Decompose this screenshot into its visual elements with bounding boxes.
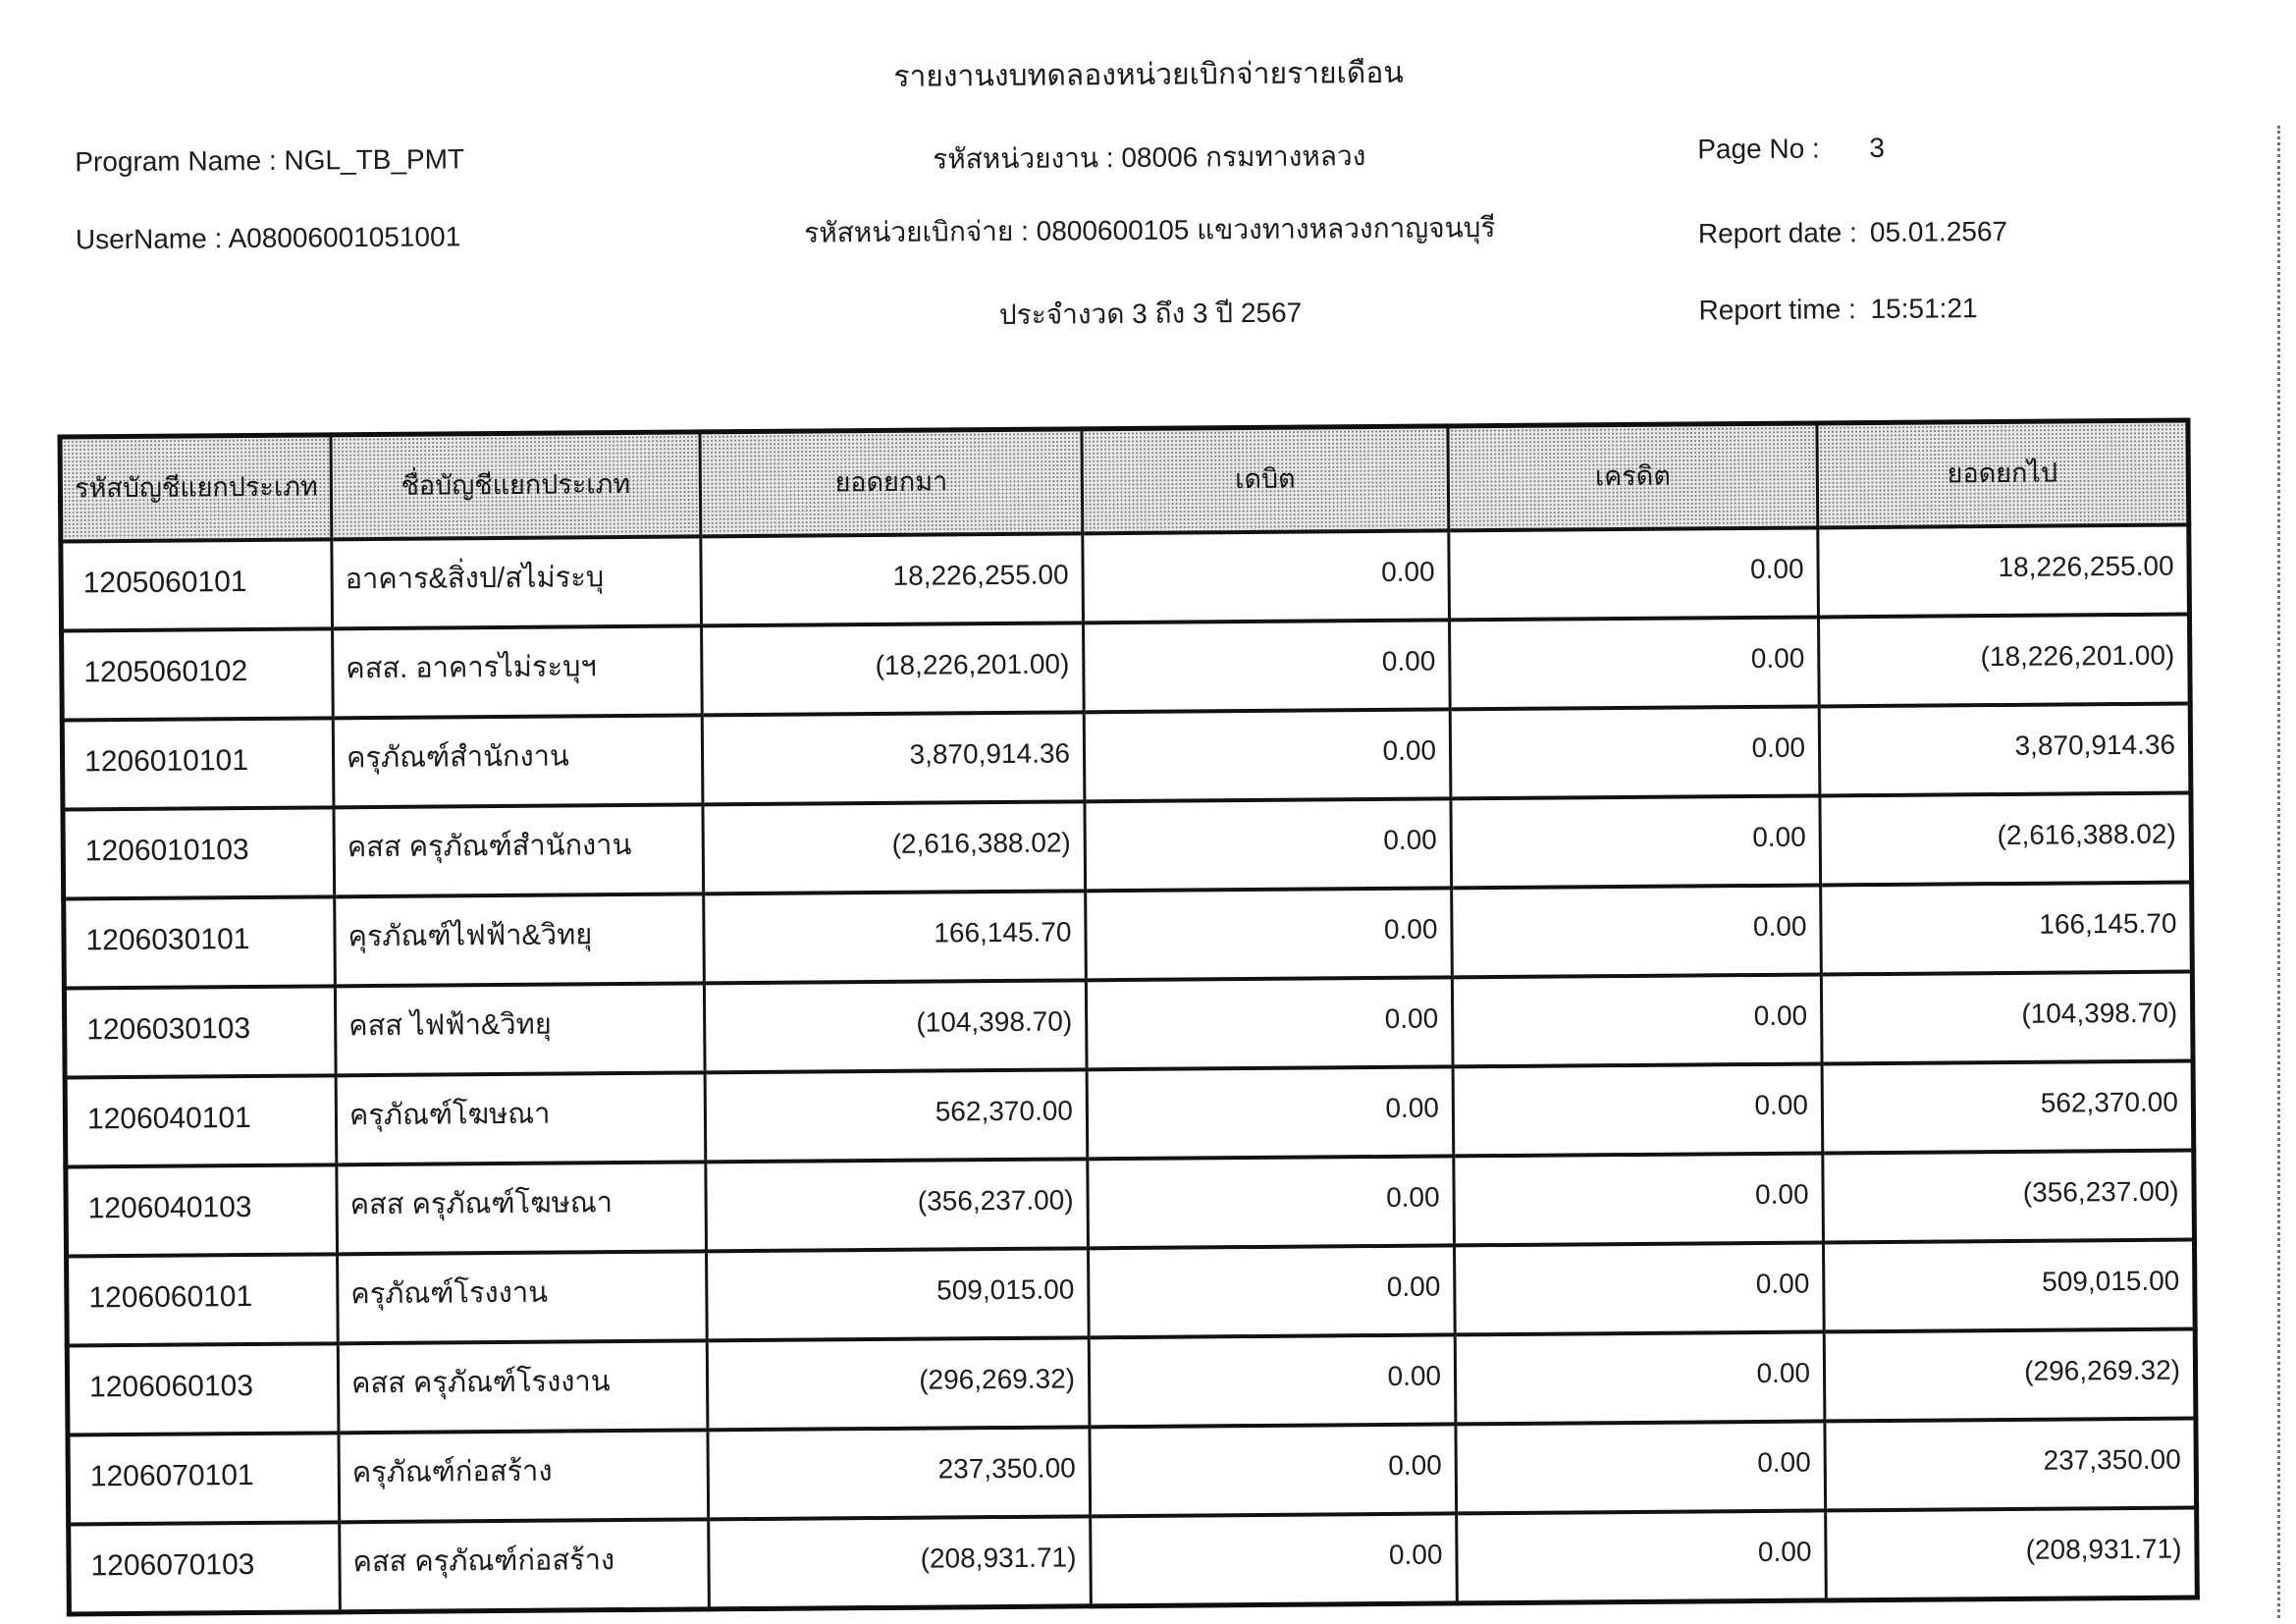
cell-account-name: คุรภัณฑ์ไฟฟ้า&วิทยุ [335, 893, 705, 986]
table-row [66, 1150, 2195, 1256]
cell-credit: 0.00 [1456, 1421, 1826, 1513]
table-row [62, 703, 2191, 809]
cell-account-code: 1206060101 [67, 1254, 339, 1345]
cell-account-code: 1206040101 [65, 1075, 337, 1166]
cell-credit: 0.00 [1450, 617, 1820, 709]
cell-account-name: อาคาร&สิ่งป/สไม่ระบุ [332, 536, 702, 628]
cell-carried-forward: (104,398.70) [1821, 971, 2193, 1063]
cell-account-name: ครุภัณฑ์โฆษณา [336, 1072, 706, 1164]
cell-carried-forward: (2,616,388.02) [1820, 792, 2192, 885]
page-edge-dotted-line [2277, 126, 2280, 1618]
cell-brought-forward: (18,226,201.00) [702, 623, 1085, 715]
cell-credit: 0.00 [1452, 885, 1822, 977]
page-no-value: 3 [1869, 132, 1885, 164]
header-account-code: รหัสบัญชีแยกประเภท [60, 435, 332, 542]
cell-credit: 0.00 [1449, 527, 1819, 620]
cell-debit: 0.00 [1085, 798, 1452, 891]
cell-debit: 0.00 [1086, 888, 1453, 980]
cell-brought-forward: (2,616,388.02) [703, 801, 1086, 893]
cell-brought-forward: 166,145.70 [704, 891, 1087, 983]
username-line [76, 221, 461, 255]
report-date-label: Report date : [1697, 217, 1857, 249]
header-carried-forward: ยอดยกไป [1817, 420, 2189, 527]
program-name-line [75, 143, 464, 178]
cell-debit: 0.00 [1086, 977, 1453, 1069]
report-time-value: 15:51:21 [1870, 293, 1978, 325]
cell-brought-forward: (104,398.70) [704, 980, 1087, 1072]
cell-credit: 0.00 [1450, 706, 1820, 798]
report-date-value: 05.01.2567 [1869, 215, 2008, 248]
cell-account-code: 1206010103 [63, 807, 335, 898]
cell-carried-forward: 562,370.00 [1822, 1060, 2194, 1153]
cell-brought-forward: 237,350.00 [708, 1427, 1091, 1519]
cell-debit: 0.00 [1083, 530, 1450, 623]
cell-debit: 0.00 [1087, 1066, 1454, 1159]
table-row [67, 1239, 2196, 1345]
cell-credit: 0.00 [1454, 1153, 1824, 1245]
cell-debit: 0.00 [1084, 709, 1451, 801]
trial-balance-table [57, 417, 2199, 1616]
cell-account-name: คสส ครุภัณฑ์โฆษณา [337, 1162, 707, 1254]
cell-account-name: คสส ครุภัณฑ์สำนักงาน [334, 804, 704, 896]
cell-account-name: คสส ไฟฟ้า&วิทยุ [335, 983, 705, 1075]
report-title: รายงานงบทดลองหน่วยเบิกจ่ายรายเดือน [893, 56, 1405, 93]
cell-account-name: ครุภัณฑ์สำนักงาน [333, 715, 703, 807]
table-body [61, 525, 2198, 1614]
cell-debit: 0.00 [1089, 1334, 1456, 1427]
cell-credit: 0.00 [1455, 1331, 1825, 1424]
cell-account-code: 1206030103 [64, 986, 336, 1077]
cell-credit: 0.00 [1455, 1242, 1825, 1334]
cell-debit: 0.00 [1089, 1245, 1456, 1337]
cell-brought-forward: 3,870,914.36 [702, 712, 1085, 804]
cell-carried-forward: (208,931.71) [1826, 1507, 2198, 1599]
cell-credit: 0.00 [1451, 795, 1821, 888]
table-row [65, 1060, 2194, 1166]
cell-credit: 0.00 [1457, 1510, 1827, 1602]
cell-debit: 0.00 [1084, 620, 1451, 712]
cell-carried-forward: 3,870,914.36 [1819, 703, 2191, 795]
cell-carried-forward: 166,145.70 [1821, 882, 2193, 974]
program-name-value: NGL_TB_PMT [284, 143, 465, 176]
cell-brought-forward: (356,237.00) [706, 1159, 1089, 1251]
cell-brought-forward: (296,269.32) [707, 1337, 1090, 1430]
table-row [69, 1507, 2198, 1614]
username-value: A08006001051001 [228, 221, 461, 254]
header-credit: เครดิต [1448, 423, 1818, 530]
cell-account-code: 1205060101 [61, 539, 333, 630]
cell-account-name: คสส ครุภัณฑ์ก่อสร้าง [340, 1519, 710, 1611]
disbursement-code-line: รหัสหน่วยเบิกจ่าย : 0800600105 แขวงทางหลวงกาญจนบุรี [804, 212, 1496, 248]
cell-debit: 0.00 [1090, 1424, 1457, 1516]
program-name-label: Program Name : [75, 144, 277, 178]
cell-credit: 0.00 [1452, 974, 1822, 1066]
cell-account-code: 1206060103 [67, 1343, 339, 1435]
cell-carried-forward: (18,226,201.00) [1818, 615, 2190, 707]
table-row [64, 882, 2193, 988]
cell-account-code: 1206030101 [64, 896, 336, 988]
cell-debit: 0.00 [1091, 1513, 1458, 1605]
cell-brought-forward: 562,370.00 [705, 1069, 1088, 1162]
cell-account-code: 1206010101 [62, 718, 334, 809]
cell-credit: 0.00 [1453, 1063, 1823, 1156]
cell-account-code: 1206070101 [68, 1433, 340, 1524]
cell-account-name: คสส ครุภัณฑ์โรงงาน [338, 1340, 708, 1433]
cell-account-name: คสส. อาคารไม่ระบุฯ [333, 625, 703, 718]
period-line: ประจำงวด 3 ถึง 3 ปี 2567 [998, 297, 1303, 331]
cell-debit: 0.00 [1088, 1156, 1455, 1248]
cell-account-name: ครุภัณฑ์โรงงาน [338, 1251, 708, 1343]
cell-carried-forward: (296,269.32) [1824, 1328, 2196, 1421]
cell-account-code: 1206070103 [69, 1522, 341, 1614]
table-header-row [60, 420, 2189, 542]
cell-carried-forward: 237,350.00 [1825, 1418, 2197, 1510]
table-row [62, 615, 2191, 721]
cell-carried-forward: 509,015.00 [1823, 1239, 2195, 1331]
cell-account-code: 1206040103 [66, 1164, 338, 1256]
page-no-label: Page No : [1697, 133, 1820, 165]
cell-brought-forward: 18,226,255.00 [701, 533, 1084, 625]
cell-carried-forward: (356,237.00) [1823, 1150, 2195, 1242]
header-account-name: ชื่อบัญชีแยกประเภท [331, 432, 701, 539]
table-row [61, 525, 2190, 631]
report-time-label: Report time : [1698, 294, 1856, 326]
cell-account-name: ครุภัณฑ์ก่อสร้าง [339, 1430, 709, 1522]
header-debit: เดบิต [1082, 426, 1449, 533]
cell-brought-forward: 509,015.00 [707, 1248, 1090, 1340]
agency-code-line: รหัสหน่วยงาน : 08006 กรมทางหลวง [933, 140, 1366, 175]
cell-carried-forward: 18,226,255.00 [1818, 525, 2190, 618]
table-row [63, 792, 2192, 898]
table-row [67, 1328, 2196, 1435]
header-brought-forward: ยอดยกมา [700, 429, 1083, 537]
cell-brought-forward: (208,931.71) [709, 1516, 1092, 1609]
username-label: UserName : [75, 223, 223, 255]
table-row [68, 1418, 2197, 1524]
cell-account-code: 1205060102 [62, 628, 334, 720]
table-row [64, 971, 2193, 1077]
